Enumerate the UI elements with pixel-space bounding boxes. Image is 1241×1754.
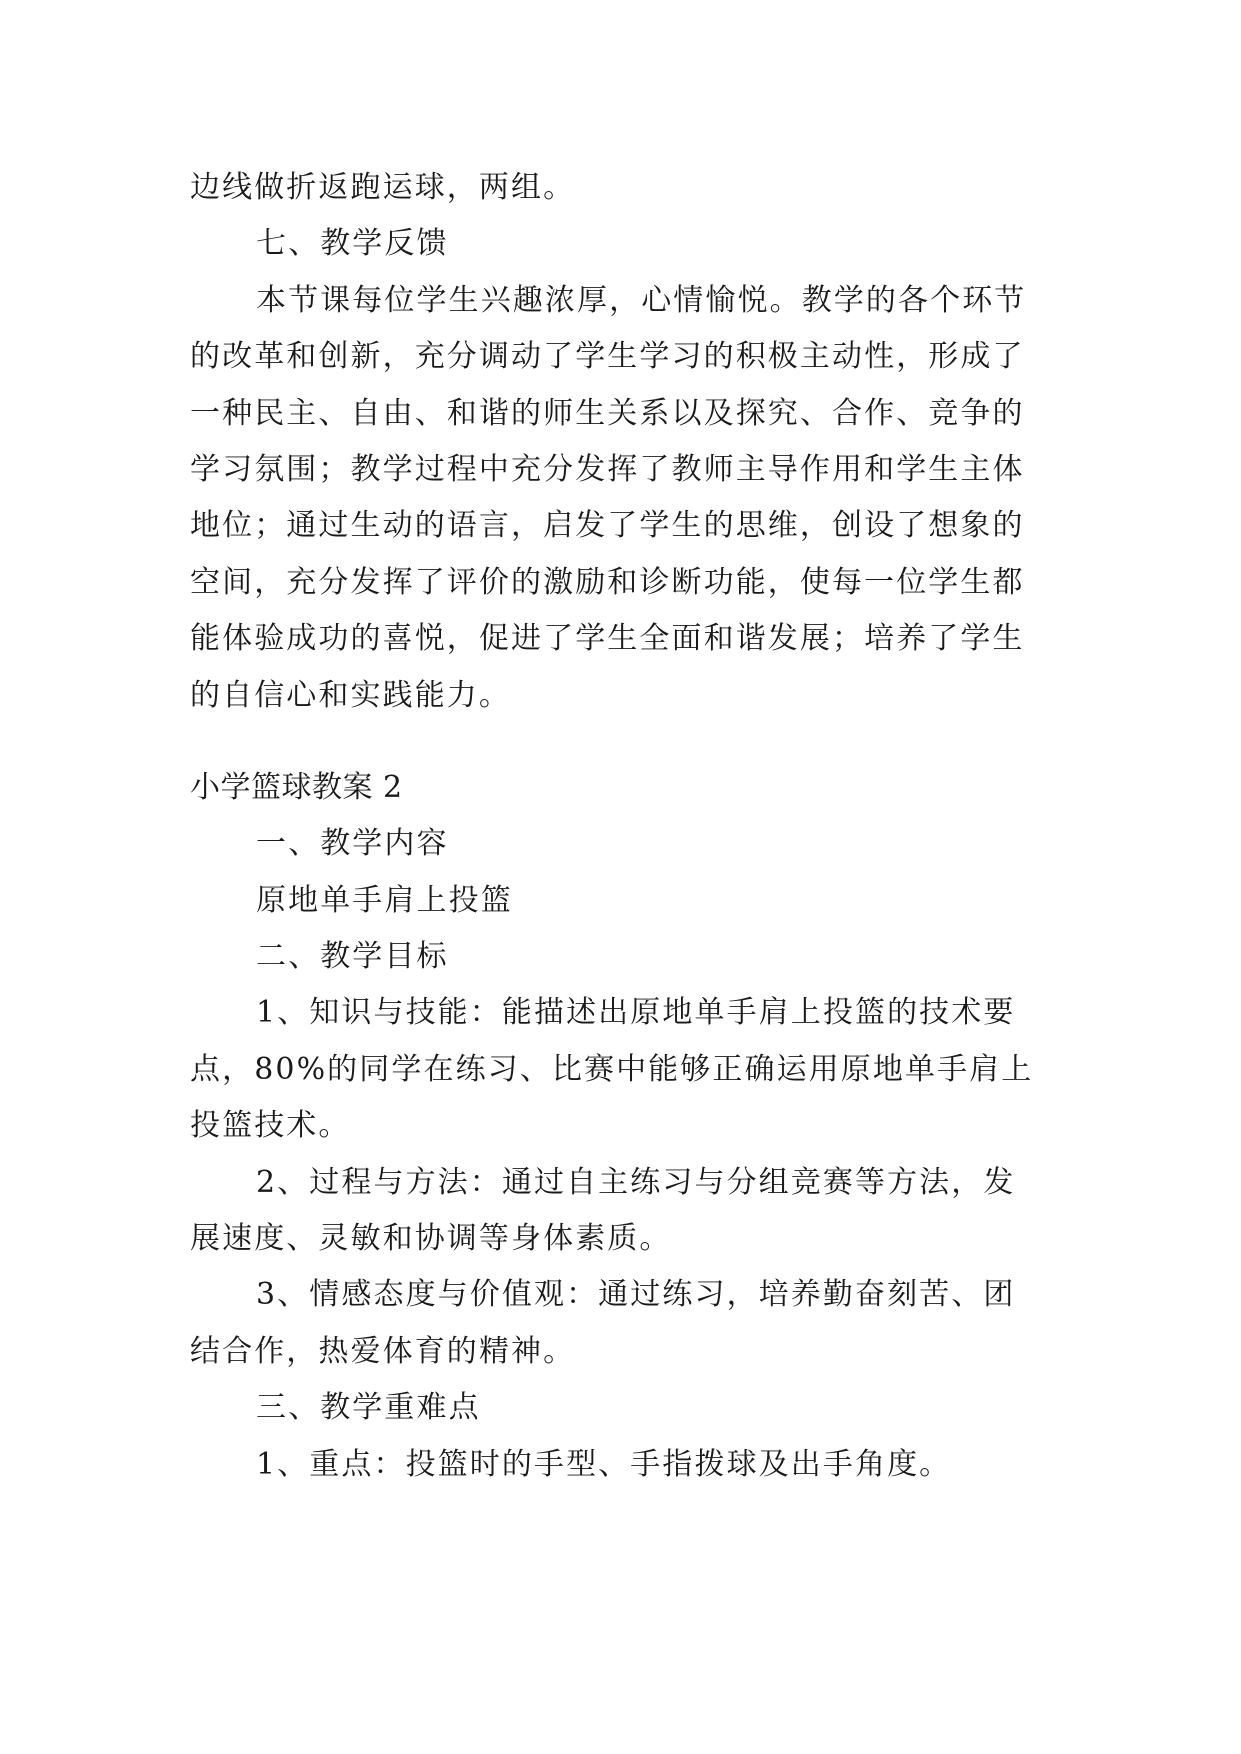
document-title: 小学篮球教案 2	[190, 769, 403, 805]
paragraph-line: 3、情感态度与价值观：通过练习，培养勤奋刻苦、团	[256, 1277, 1016, 1313]
paragraph-line: 2、过程与方法：通过自主练习与分组竞赛等方法，发	[256, 1164, 1016, 1200]
paragraph-line: 投篮技术。	[190, 1108, 351, 1144]
paragraph-line: 地位；通过生动的语言，启发了学生的思维，创设了想象的	[190, 508, 1025, 544]
paragraph-line: 结合作，热爱体育的精神。	[190, 1333, 576, 1369]
section-heading-goals: 二、教学目标	[256, 939, 449, 975]
paragraph-line: 一种民主、自由、和谐的师生关系以及探究、合作、竞争的	[190, 395, 1025, 431]
section-heading-keypoints: 三、教学重难点	[256, 1390, 481, 1426]
paragraph-line: 的自信心和实践能力。	[190, 677, 511, 713]
section-gap	[190, 724, 1050, 760]
document-page	[190, 160, 1050, 1493]
goal-knowledge-paragraph	[190, 985, 1050, 1154]
keypoint-item: 1、重点：投篮时的手型、手指拨球及出手角度。	[256, 1446, 952, 1482]
content-text: 原地单手肩上投篮	[256, 882, 513, 918]
paragraph-line: 空间，充分发挥了评价的激励和诊断功能，使每一位学生都	[190, 564, 1025, 600]
goal-attitude-paragraph	[190, 1267, 1050, 1380]
paragraph-line: 本节课每位学生兴趣浓厚，心情愉悦。教学的各个环节	[256, 282, 1027, 318]
paragraph-line: 能体验成功的喜悦，促进了学生全面和谐发展；培养了学生	[190, 621, 1025, 657]
goal-process-paragraph	[190, 1155, 1050, 1268]
feedback-paragraph	[190, 273, 1050, 724]
paragraph-line: 边线做折返跑运球，两组。	[190, 170, 576, 205]
section-heading-content: 一、教学内容	[256, 826, 449, 862]
paragraph-line: 1、知识与技能：能描述出原地单手肩上投篮的技术要	[256, 995, 1016, 1031]
section-heading-feedback: 七、教学反馈	[256, 226, 449, 262]
paragraph-line: 展速度、灵敏和协调等身体素质。	[190, 1221, 672, 1257]
paragraph-line: 点，80%的同学在练习、比赛中能够正确运用原地单手肩上	[190, 1051, 1034, 1087]
paragraph-line: 的改革和创新，充分调动了学生学习的积极主动性，形成了	[190, 339, 1025, 375]
paragraph-line: 学习氛围；教学过程中充分发挥了教师主导作用和学生主体	[190, 451, 1025, 487]
